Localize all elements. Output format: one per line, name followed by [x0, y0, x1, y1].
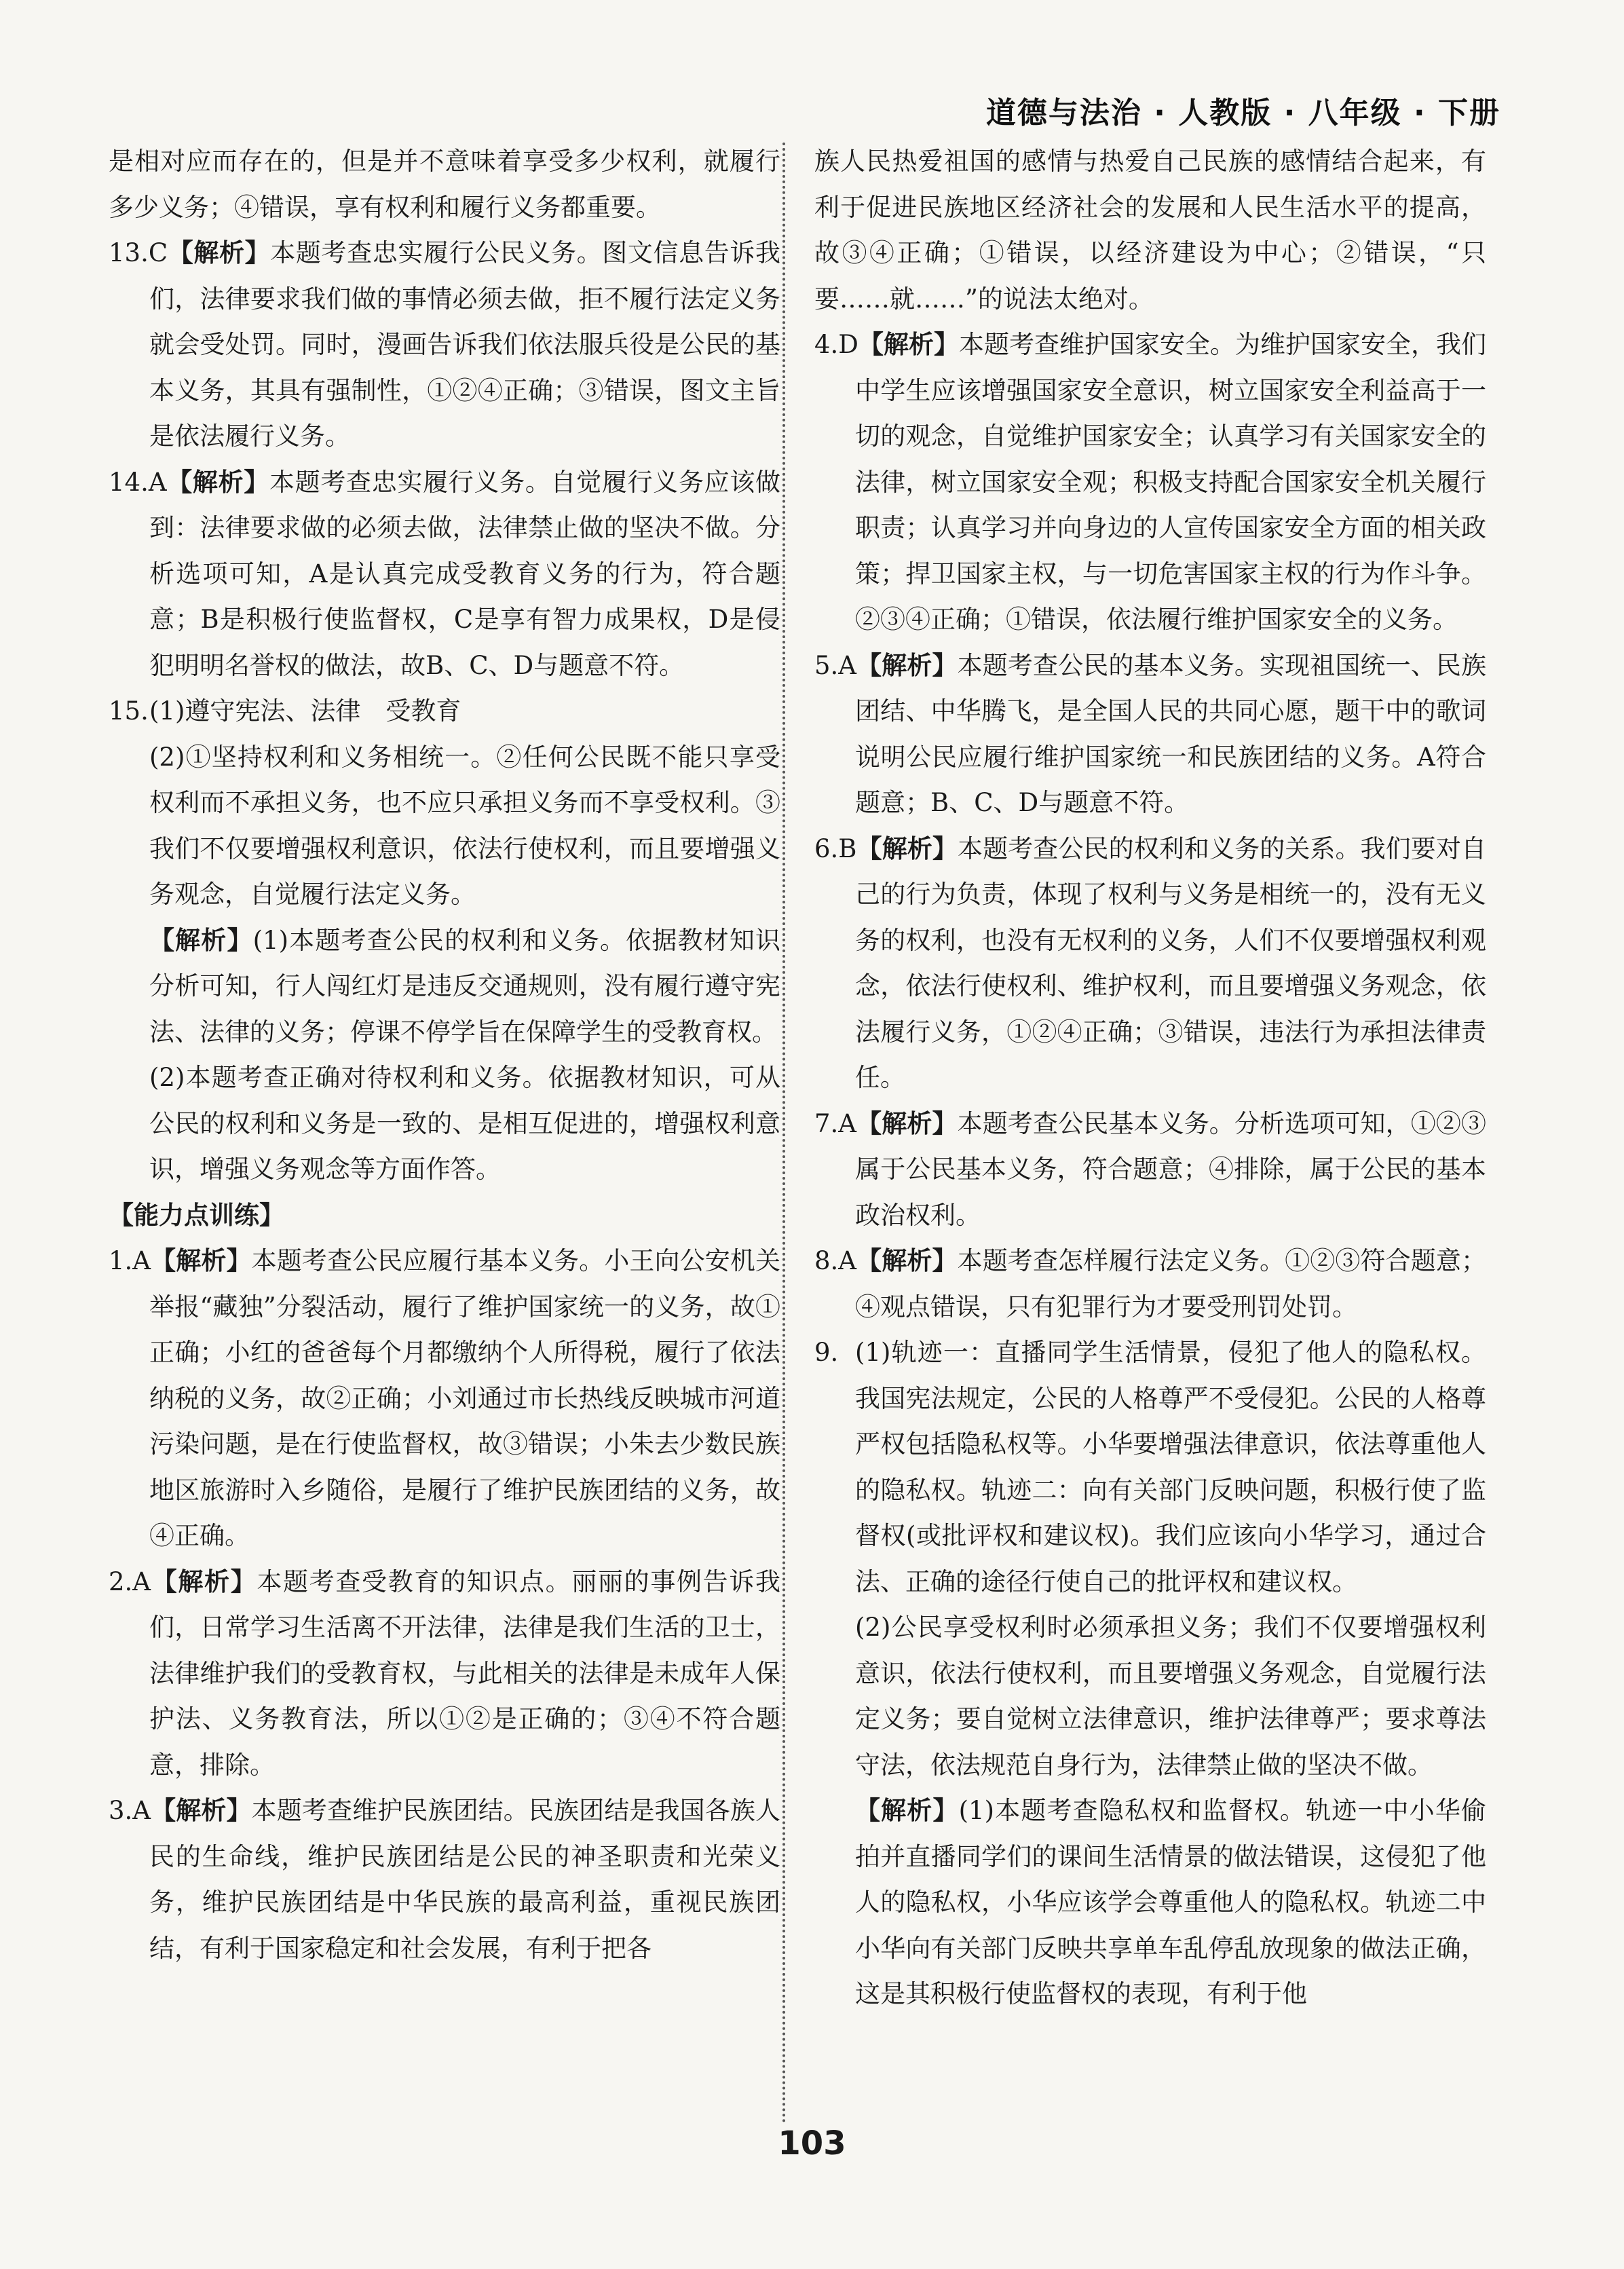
analysis-tag: 【解析】: [856, 650, 958, 680]
paragraph-text: 本题考查忠实履行义务。自觉履行义务应该做到：法律要求做的必须去做，法律禁止做的坚决不做。分析选项可知，A是认真完成受教育义务的行为，符合题意；B是积极行使监督权，C是享有智力成果权，D是侵犯明明名誉权的做法，故B、C、D与题意不符。: [149, 467, 781, 680]
paragraph-text: 本题考查怎样履行法定义务。①②③符合题意；④观点错误，只有犯罪行为才要受刑罚处罚。: [855, 1246, 1486, 1321]
answer-item: [814, 1101, 1486, 1239]
page-number: 103: [778, 2124, 846, 2162]
paragraph-text: 是相对应而存在的，但是并不意味着享受多少权利，就履行多少义务；④错误，享有权利和履行义务都重要。: [109, 147, 780, 222]
analysis-tag: 【解析】: [151, 1795, 252, 1825]
answer-paragraph: [814, 1788, 1486, 2017]
left-column: [109, 138, 780, 1971]
analysis-tag: 【解析】: [151, 1566, 257, 1596]
paragraph-text: 本题考查公民应履行基本义务。小王向公安机关举报“藏独”分裂活动，履行了维护国家统一的义务，故①正确；小红的爸爸每个月都缴纳个人所得税，履行了依法纳税的义务，故②正确；小刘通过市长热线反映城市河道污染问题，是在行使监督权，故③错误；小朱去少数民族地区旅游时入乡随俗，是履行了维护民族团结的义务，故④正确。: [149, 1246, 780, 1550]
analysis-tag: 【解析】: [856, 833, 958, 863]
analysis-tag: 【解析】: [168, 238, 271, 267]
answer-item: [109, 460, 780, 689]
answer-item: [814, 826, 1486, 1101]
item-number: 2.A: [109, 1567, 151, 1596]
answer-item: [109, 1238, 780, 1559]
analysis-tag: 【解析】: [855, 1795, 959, 1825]
item-number: 6.B: [814, 833, 857, 863]
answer-item: [814, 322, 1486, 643]
right-column: [814, 138, 1486, 2017]
item-number: 7.A: [814, 1108, 857, 1138]
answer-item: [109, 230, 780, 460]
item-number: 4.D: [814, 330, 858, 359]
paragraph-text: 本题考查维护民族团结。民族团结是我国各族人民的生命线，维护民族团结是公民的神圣职责和光荣义务，维护民族团结是中华民族的最高利益，重视民族团结，有利于国家稳定和社会发展，有利于把各: [149, 1796, 780, 1963]
paragraph-text: (2)本题考查正确对待权利和义务。依据教材知识，可从公民的权利和义务是一致的、是相互促进的，增强权利意识，增强义务观念等方面作答。: [149, 1063, 780, 1184]
answer-item: [109, 1788, 780, 1971]
answer-paragraph: [109, 918, 780, 1055]
answer-item: [814, 643, 1486, 826]
paragraph-text: (1)本题考查公民的权利和义务。依据教材知识分析可知，行人闯红灯是违反交通规则，没有履行遵守宪法、法律的义务；停课不停学旨在保障学生的受教育权。: [149, 925, 780, 1047]
answer-paragraph: [109, 734, 780, 918]
item-number: 8.A: [814, 1246, 857, 1275]
paragraph-text: 本题考查公民基本义务。分析选项可知，①②③属于公民基本义务，符合题意；④排除，属于公民的基本政治权利。: [855, 1108, 1486, 1230]
answer-item: [814, 1238, 1486, 1330]
answer-paragraph: [109, 1055, 780, 1193]
answer-item: [109, 688, 780, 734]
analysis-tag: 【解析】: [166, 466, 269, 497]
answer-item: [109, 1559, 780, 1788]
section-heading: 【能力点训练】: [109, 1199, 284, 1230]
running-header: 道德与法治 · 人教版 · 八年级 · 下册: [985, 96, 1500, 130]
analysis-tag: 【解析】: [858, 329, 959, 359]
item-number: 9.: [814, 1338, 839, 1367]
paragraph-text: 本题考查维护国家安全。为维护国家安全，我们中学生应该增强国家安全意识，树立国家安全利益高于一切的观念，自觉维护国家安全；认真学习有关国家安全的法律，树立国家安全观；积极支持配合国家安全机关履行职责；认真学习并向身边的人宣传国家安全方面的相关政策；捍卫国家主权，与一切危害国家主权的行为作斗争。②③④正确；①错误，依法履行维护国家安全的义务。: [855, 330, 1487, 634]
continued-text: [814, 138, 1486, 322]
answer-paragraph: [814, 1605, 1486, 1788]
continued-text: [109, 138, 780, 230]
analysis-tag: 【解析】: [856, 1245, 958, 1275]
item-number: 15.: [109, 696, 149, 726]
paragraph-text: (1)遵守宪法、法律 受教育: [149, 696, 461, 726]
analysis-tag: 【解析】: [856, 1108, 958, 1138]
paragraph-text: 本题考查公民的权利和义务的关系。我们要对自己的行为负责，体现了权利与义务是相统一的，没有无义务的权利，也没有无权利的义务，人们不仅要增强权利观念，依法行使权利、维护权利，而且要增强义务观念，依法履行义务，①②④正确；③错误，违法行为承担法律责任。: [855, 833, 1486, 1092]
paragraph-text: (2)公民享受权利时必须承担义务；我们不仅要增强权利意识，依法行使权利，而且要增强义务观念，自觉履行法定义务；要自觉树立法律意识，维护法律尊严；要求尊法守法，依法规范自身行为，法律禁止做的坚决不做。: [855, 1613, 1486, 1780]
paragraph-text: (1)轨迹一：直播同学生活情景，侵犯了他人的隐私权。我国宪法规定，公民的人格尊严不受侵犯。公民的人格尊严权包括隐私权等。小华要增强法律意识，依法尊重他人的隐私权。轨迹二：向有关部门反映问题，积极行使了监督权(或批评权和建议权)。我们应该向小华学习，通过合法、正确的途径行使自己的批评权和建议权。: [855, 1338, 1486, 1596]
analysis-tag: 【解析】: [151, 1245, 252, 1275]
item-number: 13.C: [109, 238, 168, 267]
paragraph-text: 本题考查公民的基本义务。实现祖国统一、民族团结、中华腾飞，是全国人民的共同心愿，题干中的歌词说明公民应履行维护国家统一和民族团结的义务。A符合题意；B、C、D与题意不符。: [855, 650, 1486, 817]
item-number: 1.A: [109, 1246, 151, 1275]
paragraph-text: (2)①坚持权利和义务相统一。②任何公民既不能只享受权利而不承担义务，也不应只承担义务而不享受权利。③我们不仅要增强权利意识，依法行使权利，而且要增强义务观念，自觉履行法定义务。: [149, 742, 780, 909]
paragraph-text: 本题考查忠实履行公民义务。图文信息告诉我们，法律要求我们做的事情必须去做，拒不履行法定义务就会受处罚。同时，漫画告诉我们依法服兵役是公民的基本义务，其具有强制性，①②④正确；③错误，图文主旨是依法履行义务。: [149, 238, 781, 451]
item-number: 3.A: [109, 1796, 151, 1825]
column-divider: [782, 143, 785, 2124]
paragraph-text: (1)本题考查隐私权和监督权。轨迹一中小华偷拍并直播同学们的课间生活情景的做法错误，这侵犯了他人的隐私权，小华应该学会尊重他人的隐私权。轨迹二中小华向有关部门反映共享单车乱停乱放现象的做法正确，这是其积极行使监督权的表现，有利于他: [855, 1796, 1486, 2008]
answer-item: [814, 1330, 1486, 1605]
item-number: 5.A: [814, 650, 857, 680]
item-number: 14.A: [109, 467, 167, 497]
paragraph-text: 本题考查受教育的知识点。丽丽的事例告诉我们，日常学习生活离不开法律，法律是我们生活的卫士，法律维护我们的受教育权，与此相关的法律是未成年人保护法、义务教育法，所以①②是正确的；③④不符合题意，排除。: [149, 1567, 781, 1780]
analysis-tag: 【解析】: [149, 924, 253, 955]
paragraph-text: 族人民热爱祖国的感情与热爱自己民族的感情结合起来，有利于促进民族地区经济社会的发展和人民生活水平的提高，故③④正确；①错误，以经济建设为中心；②错误，“只要……就……”的说法太绝对。: [814, 147, 1486, 314]
